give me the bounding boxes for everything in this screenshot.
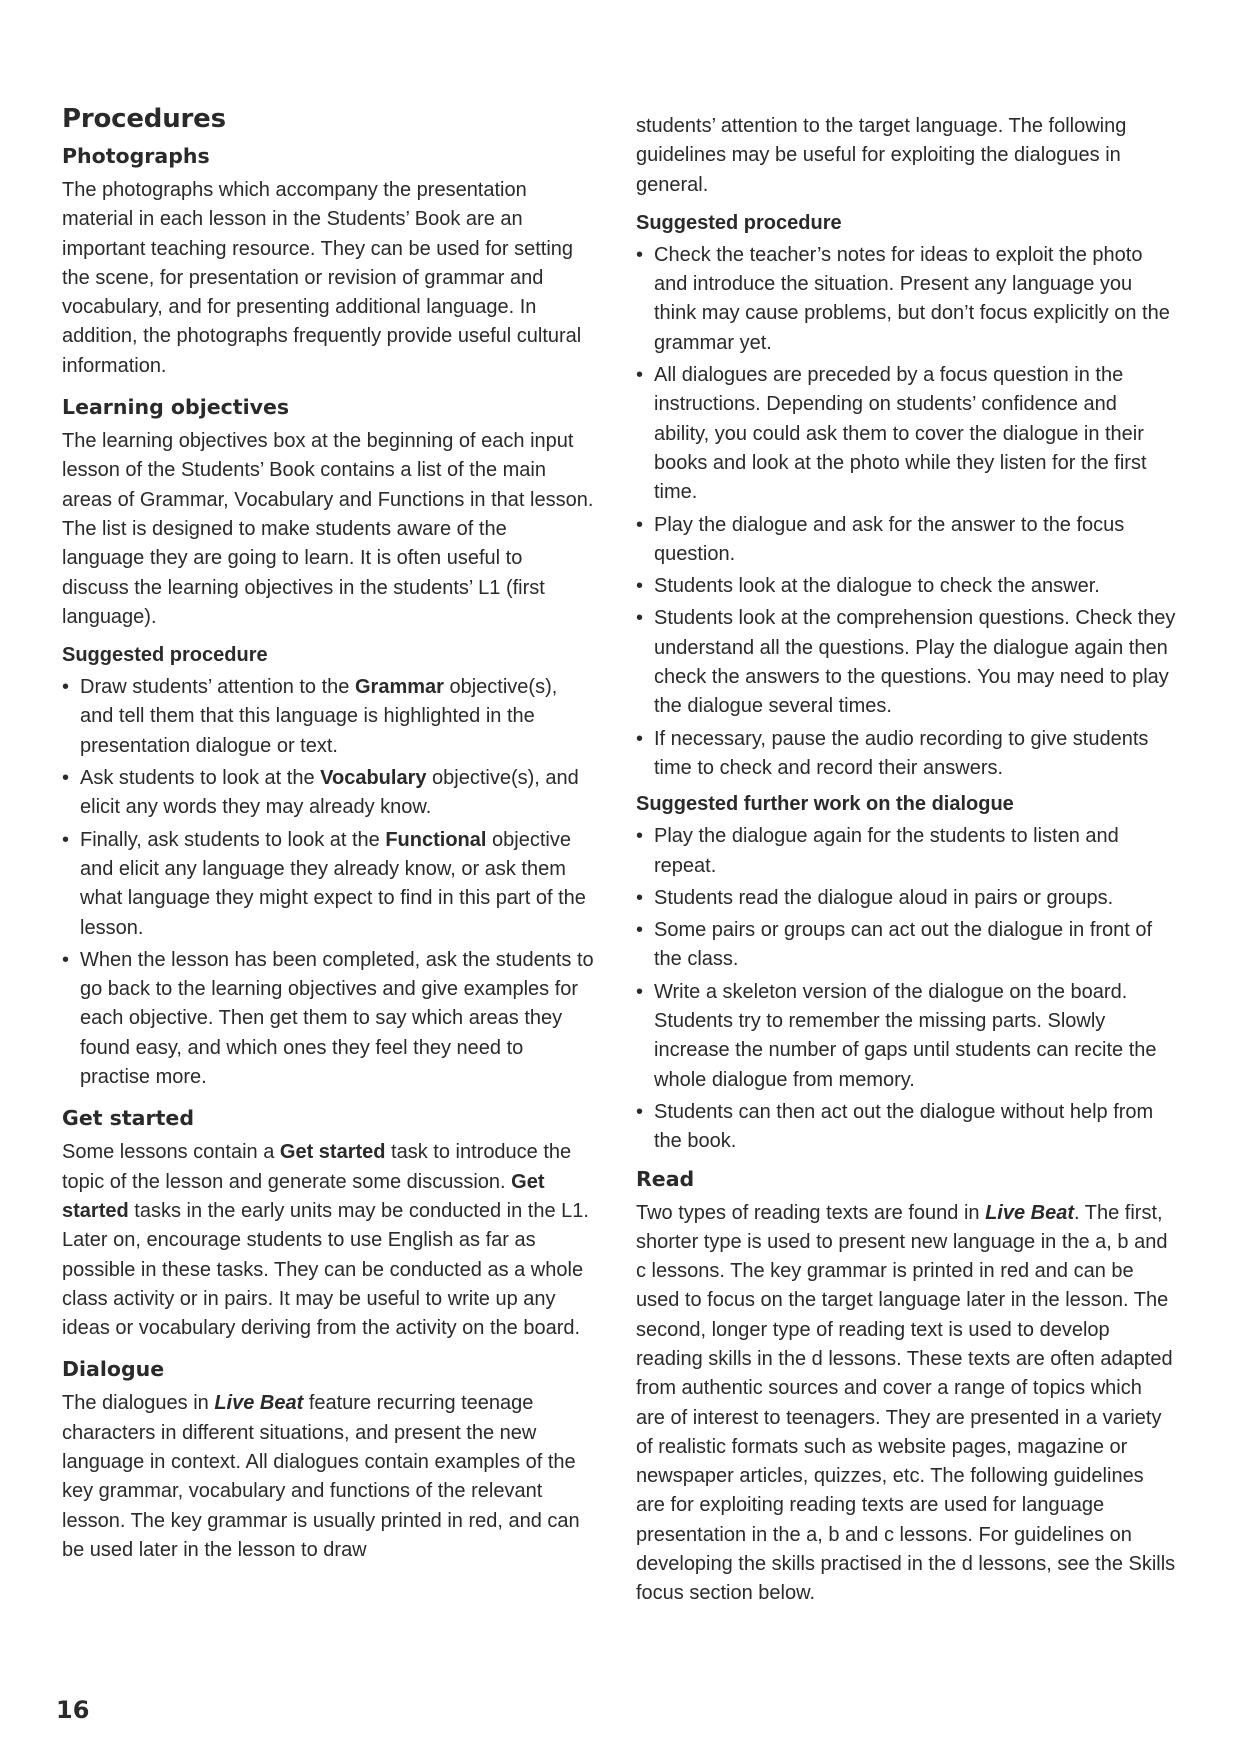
list-item: • Students look at the dialogue to check the answer. [636, 572, 1176, 601]
list-item: • All dialogues are preceded by a focus question in the instructions. Depending on students’ confidence and ability, you could ask them to cover the dialogue in their books and look at the photo while they listen for the first time. [636, 361, 1176, 507]
text-run: objective and elicit any language they already know, or ask them what language they might expect to find in this part of the lesson. [80, 828, 586, 939]
get-started-section [62, 1106, 594, 1343]
text-run: tasks in the early units may be conducted in the L1. Later on, encourage students to use English as far as possible in these tasks. They can be conducted as a whole class activity or in pairs. It may be useful to write up any ideas or vocabulary deriving from the activity on the board. [62, 1199, 589, 1340]
bold-term: Vocabulary [320, 767, 427, 790]
list-item [62, 826, 594, 943]
left-column [62, 104, 594, 1579]
list-item: • If necessary, pause the audio recording to give students time to check and record their answers. [636, 725, 1176, 784]
bold-term: Get started [279, 1141, 386, 1164]
text-run: feature recurring teenage characters in different situations, and present the new language in context. All dialogues contain examples of the key grammar, vocabulary and functions of the relevant lesson. The key grammar is usually printed in red, and can be used later in the lesson to draw [62, 1392, 580, 1561]
photographs-section [62, 144, 594, 381]
dialogue-procedure-list [636, 241, 1176, 783]
page-number: 16 [56, 1696, 90, 1724]
text-run: Ask students to look at the [80, 767, 321, 790]
list-item: • Play the dialogue and ask for the answer to the focus question. [636, 511, 1176, 570]
list-item: • Check the teacher’s notes for ideas to exploit the photo and introduce the situation. Present any language you think may cause problems, but don’t focus explicitly on the grammar yet. [636, 241, 1176, 358]
bold-term: Functional [385, 828, 487, 851]
list-item: • Play the dialogue again for the students to listen and repeat. [636, 822, 1176, 881]
text-run: Draw students’ attention to the [80, 676, 355, 699]
list-item: • Write a skeleton version of the dialogue on the board. Students try to remember the missing parts. Slowly increase the number of gaps until students can recite the whole dialogue from memory. [636, 978, 1176, 1095]
photographs-heading: Photographs [62, 144, 210, 168]
list-item: • Students can then act out the dialogue without help from the book. [636, 1098, 1176, 1157]
text-run: Finally, ask students to look at the [80, 828, 386, 851]
dialogue-text [62, 1389, 594, 1565]
dialogue-heading: Dialogue [62, 1357, 165, 1382]
suggested-procedure-heading: Suggested procedure [62, 644, 268, 667]
learning-objectives-text: The learning objectives box at the beginning of each input lesson of the Students’ Book contains a list of the main areas of Grammar, Vocabulary and Functions in that lesson. The list is designed to make students aware of the language they are going to learn. It is often useful to discuss the learning objectives in the students’ L1 (first language). [62, 430, 594, 628]
suggested-procedure-heading: Suggested procedure [636, 211, 842, 234]
book-title: Live Beat [985, 1201, 1075, 1224]
bold-term: Grammar [354, 676, 444, 699]
list-item [62, 673, 594, 761]
dialogue-section [62, 1357, 594, 1565]
text-run: The dialogues in [62, 1392, 215, 1415]
list-item: • Students read the dialogue aloud in pairs or groups. [636, 884, 1176, 913]
further-work-list [636, 822, 1176, 1156]
read-heading: Read [636, 1166, 695, 1191]
list-item: • Some pairs or groups can act out the dialogue in front of the class. [636, 916, 1176, 975]
dialogue-continuation-text: students’ attention to the target language. The following guidelines may be useful for exploiting the dialogues in general. [636, 115, 1127, 196]
list-item: • When the lesson has been completed, ask the students to go back to the learning objectives and give examples for each objective. Then get them to say which areas they found easy, and which ones they feel they need to practise more. [62, 946, 594, 1092]
text-run: objective(s), and tell them that this language is highlighted in the presentation dialogue or text. [80, 676, 558, 757]
text-run: task to introduce the topic of the lesson and generate some discussion. [62, 1141, 572, 1193]
get-started-heading: Get started [62, 1106, 194, 1131]
list-item: • Students look at the comprehension questions. Check they understand all the questions. Play the dialogue again then check the answers to the questions. You may need to play the dialogue several times. [636, 604, 1176, 721]
text-run: objective(s), and elicit any words they may already know. [80, 767, 579, 819]
list-item [62, 764, 594, 823]
photographs-text: The photographs which accompany the presentation material in each lesson in the Students’ Book are an important teaching resource. They can be used for setting the scene, for presentation or revision of grammar and vocabulary, and for presenting additional language. In addition, the photographs frequently provide useful cultural information. [62, 179, 582, 377]
get-started-text [62, 1138, 594, 1343]
text-run: Two types of reading texts are found in [636, 1201, 986, 1224]
objectives-procedure-list [62, 673, 594, 1092]
read-text [636, 1199, 1176, 1609]
read-section [636, 1167, 1176, 1609]
learning-objectives-heading: Learning objectives [62, 395, 290, 420]
further-work-heading: Suggested further work on the dialogue [636, 793, 1014, 816]
book-title: Live Beat [214, 1392, 304, 1415]
page-title: Procedures [62, 104, 226, 134]
bold-term: Get started [62, 1170, 545, 1222]
text-run: Some lessons contain a [62, 1141, 280, 1164]
text-run: . The first, shorter type is used to present new language in the a, b and c lessons. The key grammar is printed in red and can be used to focus on the target language later in the lesson. The second, longer type of reading text is used to develop reading skills in the d lessons. These texts are often adapted from authentic sources and cover a range of topics which are of interest to teenagers. They are presented in a variety of realistic formats such as website pages, magazine or newspaper articles, quizzes, etc. The following guidelines are for exploiting reading texts are used for language presentation in the a, b and c lessons. For guidelines on developing the skills practised in the d lessons, see the Skills focus section below. [636, 1201, 1176, 1605]
right-column [636, 112, 1176, 1623]
learning-objectives-section [62, 395, 594, 1092]
